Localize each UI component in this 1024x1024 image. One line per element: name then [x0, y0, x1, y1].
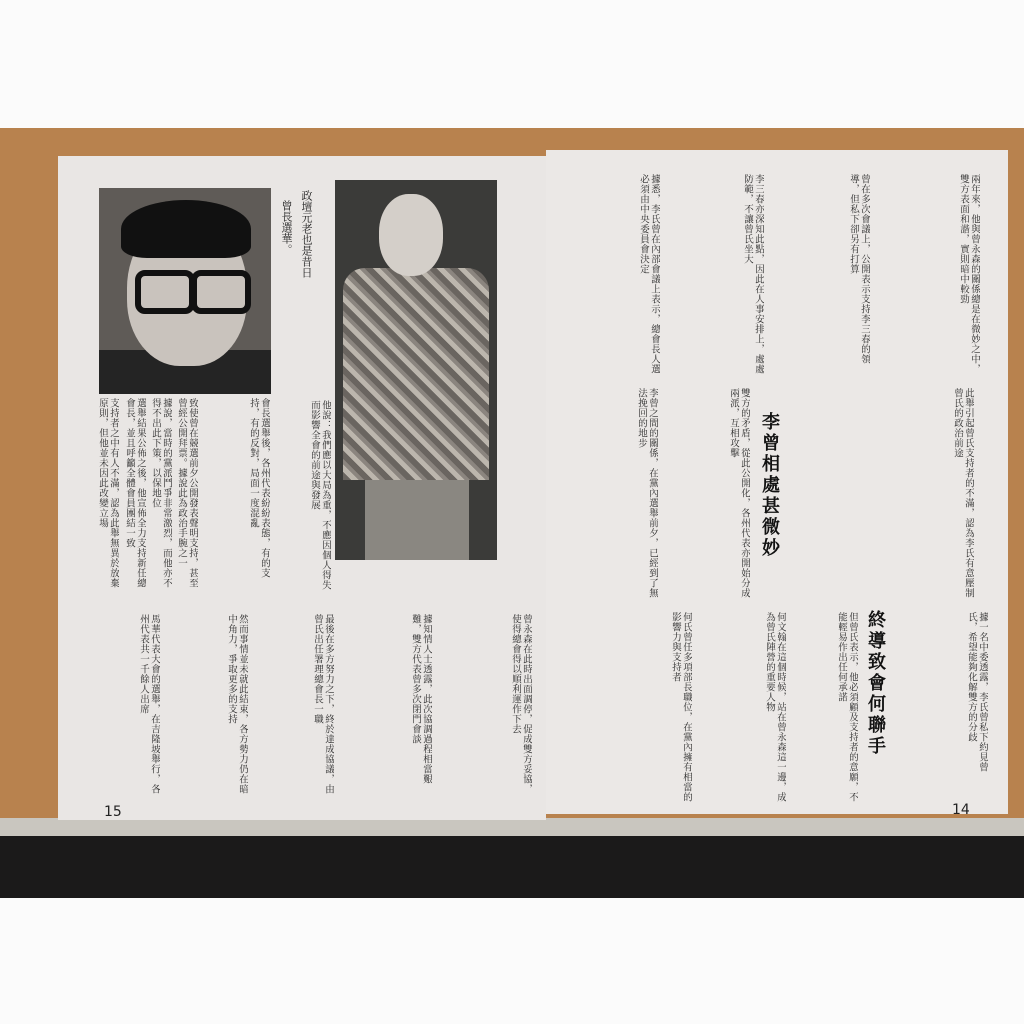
photo-caption-1: 政壇元老也是昔日 [300, 190, 313, 278]
portrait-photo-glasses [99, 188, 271, 394]
text-column: 馬華代表大會的選舉，在吉隆坡舉行，各州代表共一千餘人出席 [138, 614, 160, 794]
text-column: 曾永森在此時出面調停，促成雙方妥協，使得總會得以順利運作下去 [510, 614, 532, 794]
page-number-left: 15 [104, 804, 122, 820]
text-column: 何氏曾任多項部長職位，在黨內擁有相當的影響力與支持者 [670, 612, 692, 802]
portrait-photo-standing [335, 180, 497, 560]
bottom-background [0, 898, 1024, 1024]
text-column: 兩年來，他與曾永森的關係總是在微妙之中，雙方表面和諧，實則暗中較勁 [958, 174, 980, 374]
text-column: 雙方的矛盾，從此公開化，各州代表亦開始分成兩派，互相攻擊 [728, 388, 750, 598]
text-column: 據悉，李氏曾在內部會議上表示，總會長人選必須由中央委員會決定 [638, 174, 660, 374]
photo-caption-2: 曾長選華。 [280, 200, 293, 255]
text-column: 選舉結果公佈之後，他宣佈全力支持新任總會長，並且呼籲全體會員團結一致 [124, 398, 146, 588]
text-column: 支持者之中有人不滿，認為此舉無異於放棄原則，但他並未因此改變立場 [97, 398, 119, 588]
page-number-right: 14 [952, 802, 970, 818]
text-column: 據說，當時的黨派鬥爭非常激烈，而他亦不得不出此下策，以保地位 [150, 398, 172, 588]
text-column: 據知情人士透露，此次協調過程相當艱難，雙方代表曾多次閉門會談 [410, 614, 432, 784]
text-column: 何文翰在這個時候，站在曾永森這一邊，成為曾氏陣營的重要人物 [764, 612, 786, 802]
text-column: 據一名中委透露，李氏曾私下約見曾氏，希望能夠化解雙方的分歧 [966, 612, 988, 772]
text-column: 然而事情並未就此結束，各方勢力仍在暗中角力，爭取更多的支持 [226, 614, 248, 794]
text-column: 致使曾在競選前夕公開發表聲明支持，甚至曾經公開拜票。據說此為政治手腕之一 [176, 398, 198, 588]
text-column: 但曾氏表示，他必須顧及支持者的意願，不能輕易作出任何承諾 [836, 612, 858, 802]
headline-final-alliance: 終導致會何聯手 [865, 610, 886, 757]
text-column: 李曾之間的關係，在黨內選舉前夕，已經到了無法挽回的地步 [636, 388, 658, 598]
text-column: 會長選舉後，各州代表紛紛表態，有的支持，有的反對，局面一度混亂 [248, 398, 270, 578]
headline-li-zeng: 李曾相處甚微妙 [759, 412, 780, 559]
text-column: 此舉引起曾氏支持者的不滿，認為李氏有意壓制曾氏的政治前途 [952, 388, 974, 598]
text-column: 最後在多方努力之下，終於達成協議，由曾氏出任署理總會長一職 [312, 614, 334, 794]
text-column: 李三春亦深知此點，因此在人事安排上，處處防範，不讓曾氏坐大 [742, 174, 764, 374]
top-background [0, 0, 1024, 130]
text-column: 曾在多次會議上，公開表示支持李三春的領導，但私下卻另有打算 [848, 174, 870, 364]
table-edge [0, 818, 1024, 838]
dark-floor [0, 836, 1024, 900]
text-column: 他說：我們應以大局為重，不應因個人得失而影響全會的前途與發展 [309, 400, 331, 590]
